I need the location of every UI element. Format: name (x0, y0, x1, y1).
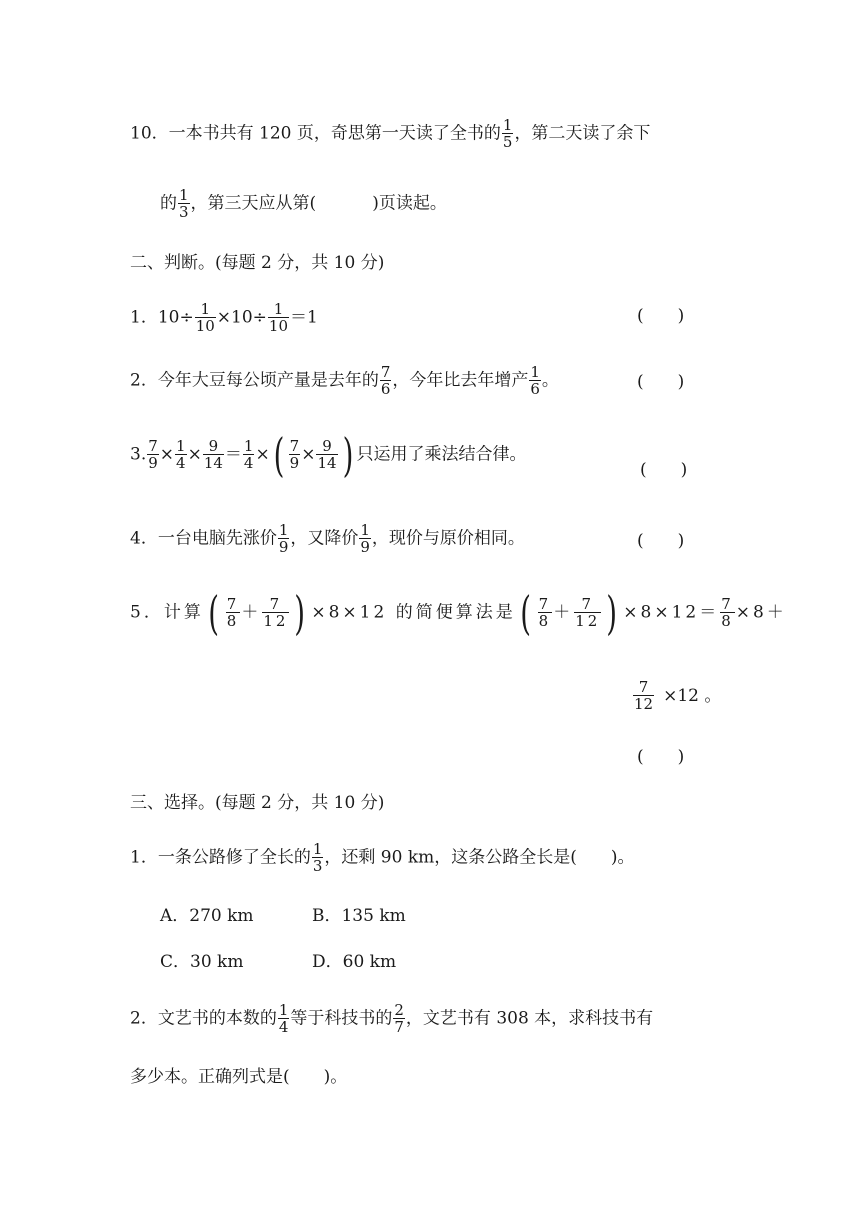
fraction: $\frac{7}{12}$ (634, 678, 654, 713)
q10-line1 (130, 118, 650, 150)
fraction: $\frac{1}{10}$ (268, 300, 289, 335)
fraction: $\frac{1}{4}$ (243, 437, 254, 472)
option-c[interactable]: C．30 km (160, 952, 244, 972)
q10-text: ，第二天读了余下 (514, 123, 651, 144)
option-b[interactable]: B．135 km (312, 906, 406, 926)
section-title: 二、判断。(每题 2 分，共 10 分) (130, 253, 385, 273)
fraction: $\frac{1}{5}$ (502, 116, 513, 151)
fraction: $\frac{7}{6}$ (380, 363, 391, 398)
judge-paren-1[interactable]: ( ) (637, 306, 685, 326)
judge-item-3: 3. $\frac{7}{9}$ × $\frac{1}{4}$ × $\frac{9}{14}$ ＝ $\frac{1}{4}$ ×( $\frac{7}{9}$ × $\frac{9}{14}$ ) 只运用了乘法结合律。 (130, 428, 527, 482)
fraction: $\frac{7}{8}$ (226, 595, 240, 630)
fraction: $\frac{1}{3}$ (179, 186, 189, 221)
left-paren: ( (519, 586, 533, 640)
fraction: $\frac{1}{4}$ (278, 1001, 289, 1036)
judge-paren-2[interactable]: ( ) (637, 372, 685, 392)
fraction: $\frac{7}{8}$ (538, 595, 552, 630)
left-paren: ( (273, 428, 285, 482)
q10-text: )页读起。 (372, 193, 447, 214)
option-a[interactable]: A．270 km (160, 906, 254, 926)
q10-text: 的 (160, 193, 177, 214)
choice-q1: 1．一条公路修了全长的 $\frac{1}{3}$ ，还剩 90 km，这条公路全长是( )。 (130, 840, 635, 875)
fraction: $\frac{9}{14}$ (317, 437, 337, 472)
fraction: $\frac{1}{4}$ (176, 437, 186, 472)
judge-item-2: 2．今年大豆每公顷产量是去年的 $\frac{7}{6}$ ，今年比去年增产 $\frac{1}{6}$ 。 (130, 363, 559, 398)
judge-paren-5[interactable]: ( ) (637, 747, 685, 767)
right-paren: ) (294, 586, 308, 640)
q10-text: ，第三天应从第( (190, 193, 317, 214)
fraction: $\frac{1}{3}$ (312, 840, 323, 875)
choice-q2: 2．文艺书的本数的 $\frac{1}{4}$ 等于科技书的 $\frac{2}{7}$ ，文艺书有 308 本，求科技书有 (130, 1001, 654, 1036)
judge-item-5-cont: $\frac{7}{12}$ ×12 。 (634, 678, 722, 713)
fraction: $\frac{9}{14}$ (203, 437, 223, 472)
right-paren: ) (342, 428, 353, 482)
judge-item-1: 1．10÷ $\frac{1}{10}$ ×10÷ $\frac{1}{10}$ ＝1 (130, 300, 318, 335)
fraction: $\frac{1}{9}$ (278, 521, 289, 556)
judge-item-5: 5．计算( $\frac{7}{8}$ ＋ $\frac{7}{12}$ ) ×8×12 的简便算法是( $\frac{7}{8}$ ＋ $\frac{7}{12}$ ) ×8×12＝ $\frac{7}{8}$ ×8＋ (130, 586, 787, 640)
q10-line2 (160, 188, 447, 220)
choice-q2-line2: 多少本。正确列式是( )。 (130, 1067, 348, 1087)
section-title: 三、选择。(每题 2 分，共 10 分) (130, 793, 385, 813)
fraction: $\frac{7}{9}$ (148, 437, 158, 472)
q10-text: 10．一本书共有 120 页，奇思第一天读了全书的 (130, 123, 501, 144)
fraction: $\frac{7}{8}$ (721, 595, 734, 630)
fraction: $\frac{2}{7}$ (394, 1001, 404, 1036)
left-paren: ( (208, 586, 221, 640)
judge-item-4: 4．一台电脑先涨价 $\frac{1}{9}$ ，又降价 $\frac{1}{9}$ ，现价与原价相同。 (130, 521, 525, 556)
option-d[interactable]: D．60 km (312, 952, 397, 972)
fraction: $\frac{7}{9}$ (289, 437, 300, 472)
judge-paren-3[interactable]: ( ) (640, 460, 688, 480)
right-paren: ) (606, 586, 620, 640)
fraction: $\frac{1}{9}$ (360, 521, 370, 556)
fraction: $\frac{1}{10}$ (195, 300, 215, 335)
fraction: $\frac{7}{12}$ (575, 595, 601, 630)
judge-paren-4[interactable]: ( ) (637, 531, 685, 551)
fraction: $\frac{7}{12}$ (263, 595, 289, 630)
fraction: $\frac{1}{6}$ (530, 363, 540, 398)
